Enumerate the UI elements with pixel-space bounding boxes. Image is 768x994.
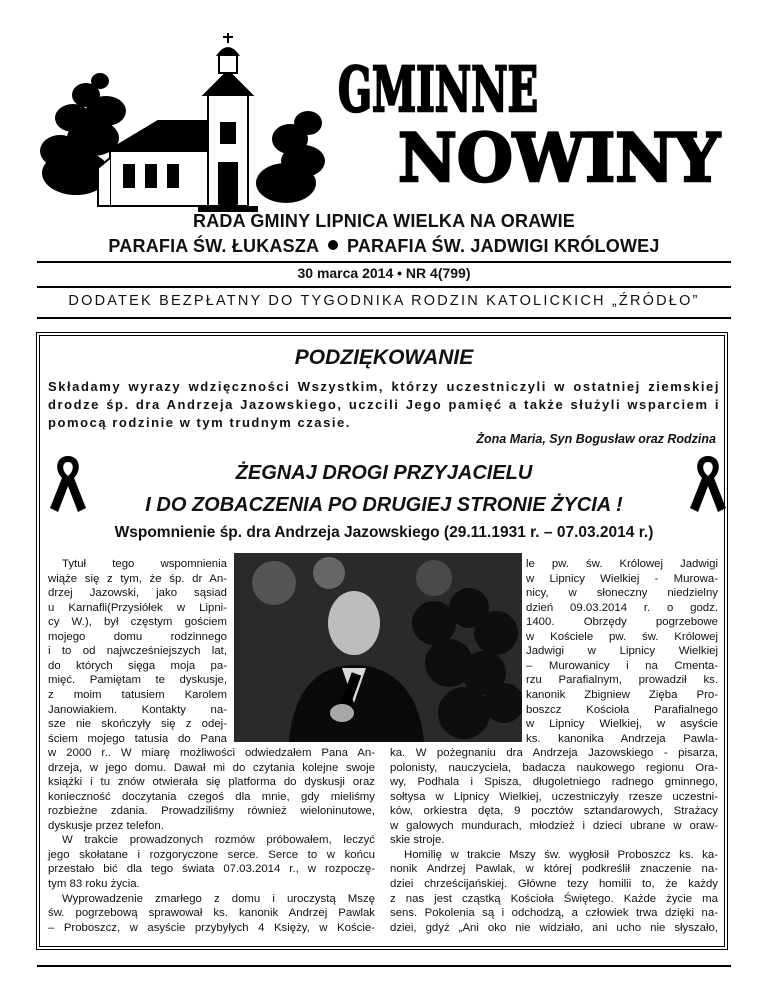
divider	[37, 317, 731, 319]
bullet-dot	[328, 240, 338, 250]
article-line: konieczność doczytania czegoś dla mnie, gdy mieliśmy	[48, 790, 375, 803]
article-line: jego skołatane i rozgoryczone serce. Serce to w końcu	[48, 848, 375, 861]
masthead-logo	[38, 33, 728, 218]
article-line: – Murowanicy i na Cmenta-	[526, 659, 718, 672]
article-line: Wyprowadzenie zmarłego z domu i uroczystą Mszę	[62, 892, 375, 905]
article-line: w Kościele pw. św. Królowej	[526, 630, 718, 643]
thanks-signature: Żona Maria, Syn Bogusław oraz Rodzina	[476, 432, 716, 446]
article-line: w 2000 r.. W miarę możliwości odwiedzałem Pana An-	[48, 747, 375, 759]
article-line: ka. W pożegnaniu dra Andrzeja Jazowskiego - pisarza,	[390, 747, 718, 759]
article-line: nonik Andrzej Pawlak, w której podkreślił znaczenie na-	[390, 863, 718, 876]
masthead-title-line2: NOWINY	[398, 119, 721, 197]
article-line: Tytuł tego wspomnienia	[62, 558, 227, 570]
article-line: dziei chrześcijańskiej. Główne tezy homilii to, że każdy	[390, 877, 718, 890]
article-line: mięć. Pamiętam te dyskusje,	[48, 674, 227, 687]
divider	[37, 261, 731, 263]
article-line: dziei, gdyż „Ani oko nie widziało, ani ucho nie słyszało,	[390, 921, 718, 934]
article-line: 1400. Obrzędy pogrzebowe	[526, 616, 718, 629]
church-illustration	[98, 33, 258, 212]
issue-date: 30 marca 2014 • NR 4(799)	[297, 265, 471, 281]
article-line: sens. Pokolenia są i odchodzą, a człowiek trwa dzięki na-	[390, 907, 718, 920]
article-line: do których sięga moja pa-	[48, 659, 227, 672]
article-line: le pw. św. Królowej Jadwigi	[526, 558, 718, 570]
article-line: dyskusje przez telefon.	[48, 819, 164, 832]
article-line: i to od najwcześniejszych lat,	[48, 645, 227, 658]
farewell-line-1: ŻEGNAJ DROGI PRZYJACIELU	[235, 462, 533, 484]
article-line: mojego domu rodzinnego	[48, 630, 227, 643]
supplement-note: DODATEK BEZPŁATNY DO TYGODNIKA RODZIN KATOLICKICH „ŹRÓDŁO”	[68, 293, 700, 309]
article-line: kanonik Zbigniew Zięba Pro-	[526, 688, 718, 701]
farewell-line-2: I DO ZOBACZENIA PO DRUGIEJ STRONIE ŻYCIA !	[145, 494, 623, 516]
article-line: Janowiakiem. Kontakty na-	[48, 703, 227, 716]
article-line: rozbieżne zdania. Prowadziliśmy również wieloninutowe,	[48, 805, 375, 818]
article-line: sze nie skończyły się z odej-	[48, 718, 227, 731]
memoir-title: Wspomnienie śp. dra Andrzeja Jazowskiego (29.11.1931 r. – 07.03.2014 r.)	[114, 524, 654, 541]
parish-jadwiga: PARAFIA ŚW. JADWIGI KRÓLOWEJ	[346, 236, 660, 256]
article-line: u Karnafli(Przysiółek w Lipni-	[48, 601, 227, 614]
article-line: drzeja, w jego domu. Dawał mi do czytania kolejne swoje	[48, 761, 375, 774]
article-line: tym 83 roku życia.	[48, 877, 140, 890]
article-line: wiąże się z tym, że śp. dr An-	[48, 572, 227, 585]
article-line: wy, Podhala i Spisza, długoletniego radnego gminnego,	[390, 776, 718, 789]
article-line: w Lipnicy Wielkiej - Murowa-	[526, 572, 718, 585]
article-line: książki i tu znów otwierała się platforma do dyskusji oraz	[48, 776, 375, 789]
article-line: przestało bić dla tego świata 07.03.2014 r., w rozpoczę-	[48, 863, 375, 876]
article-line: – Proboszcz, w asyście przybyłych 4 Księży, w Koście-	[48, 921, 375, 934]
thanks-title: PODZIĘKOWANIE	[294, 346, 474, 369]
footer-divider	[37, 965, 731, 967]
masthead-subtitle-2	[0, 236, 768, 257]
article-line: ks. kanonika Andrzeja Pawla-	[526, 732, 718, 745]
portrait-photo	[234, 553, 522, 742]
article-line: ków, orkiestra dęta, 9 pocztów sztandarowych, Strażacy	[390, 805, 718, 818]
article-line: boszcz Kościoła Parafialnego	[526, 703, 718, 716]
article-line: z moim tatusiem Karolem	[48, 688, 227, 701]
article-line: w galowych mundurach, młodzież i dzieci ubrane w oraw-	[390, 819, 718, 832]
article-line: w Lipnicy Wielkiej, w asyście	[526, 718, 718, 731]
article-line: rzu Parafialnym, prowadził ks.	[526, 674, 718, 687]
article-line: z nas jest cząstką Kościoła Świętego. Każde życie ma	[390, 892, 718, 905]
article-line: polonisty, nauczyciela, badacza naukowego regionu Ora-	[390, 761, 718, 774]
article-line: cy W.), był częstym gościem	[48, 616, 227, 629]
divider	[37, 286, 731, 288]
article-line: dzień 09.03.2014 r. o godz.	[526, 601, 718, 614]
article-line: drzej Jazowski, jako sąsiad	[48, 587, 227, 600]
article-line: sołtysa w Lipnicy Wielkiej, uczestniczyły rzesze uczestni-	[390, 790, 718, 803]
article-line: skie stroje.	[390, 834, 445, 847]
parish-lukasz: PARAFIA ŚW. ŁUKASZA	[108, 236, 319, 256]
masthead-subtitle-1: RADA GMINY LIPNICA WIELKA NA ORAWIE	[193, 211, 575, 231]
masthead-title-line1: GMINNE	[338, 53, 538, 126]
thanks-text: Składamy wyrazy wdzięczności Wszystkim, którzy uczestniczyli w ostatniej ziemskiej drodze śp. dra Andrzeja Jazowskiego, uczcili Jego pamięć a także służyli wsparciem i pomocą rodzinie w tym trudnym czasie.	[48, 379, 720, 430]
article-line: ściem mojego tatusia do Pana	[48, 732, 227, 745]
article-line: nicy, w słoneczny niedzielny	[526, 587, 718, 600]
article-line: św. pogrzebową sprawował ks. kanonik Andrzej Pawlak	[48, 907, 375, 920]
article-line: Homilię w trakcie Mszy św. wygłosił Proboszcz ks. ka-	[404, 848, 718, 861]
article-line: Jadwigi w Lipnicy Wielkiej	[526, 645, 718, 658]
article-line: W trakcie prowadzonych rozmów próbowałem, leczyć	[62, 834, 375, 847]
